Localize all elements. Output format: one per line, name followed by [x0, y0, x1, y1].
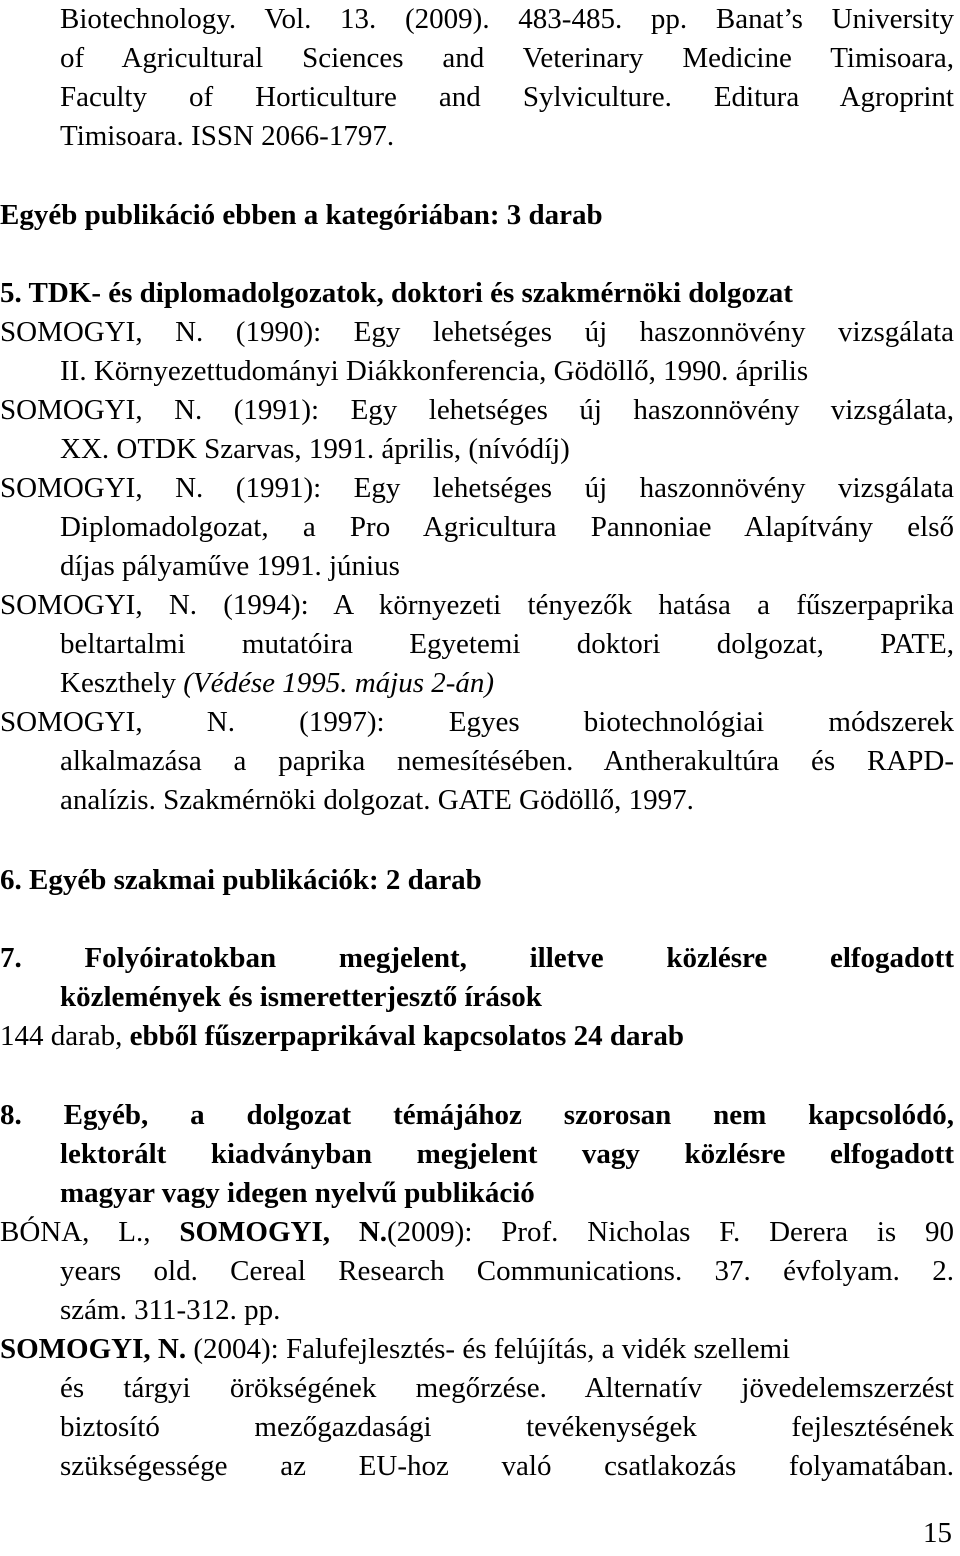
reference-continuation-line: Biotechnology. Vol. 13. (2009). 483-485. pp. Banat’s University	[60, 3, 954, 35]
reference-continuation-line: Timisoara. ISSN 2066-1797.	[60, 120, 395, 152]
publication-entry-line: alkalmazása a paprika nemesítésében. Antherakultúra és RAPD-	[60, 745, 954, 777]
publication-entry-line: II. Környezettudományi Diákkonferencia, Gödöllő, 1990. április	[60, 355, 809, 387]
section-5-heading: 5. TDK- és diplomadolgozatok, doktori és szakmérnöki dolgozat	[0, 277, 793, 309]
entry-text: (2009): Prof. Nicholas F. Derera is 90	[387, 1216, 954, 1248]
publication-entry-line: beltartalmi mutatóira Egyetemi doktori dolgozat, PATE,	[60, 628, 954, 660]
publication-entry-line: és tárgyi örökségének megőrzése. Alternatív jövedelemszerzést	[60, 1372, 954, 1404]
publication-entry-line: SOMOGYI, N. (1991): Egy lehetséges új haszonnövény vizsgálata,	[0, 394, 954, 426]
count-text: 144 darab,	[0, 1020, 130, 1052]
section-6-heading: 6. Egyéb szakmai publikációk: 2 darab	[0, 864, 482, 896]
author-name: SOMOGYI, N.	[179, 1216, 388, 1248]
other-publications-count: Egyéb publikáció ebben a kategóriában: 3 darab	[0, 199, 603, 231]
publication-entry-line: díjas pályaműve 1991. június	[60, 550, 400, 582]
entry-text: (2004): Falufejlesztés- és felújítás, a vidék szellemi	[186, 1333, 791, 1365]
section-7-heading-line: közlemények és ismeretterjesztő írások	[60, 981, 542, 1013]
publication-entry-line: SOMOGYI, N. (1994): A környezeti tényezők hatása a fűszerpaprika	[0, 589, 954, 621]
publication-entry-line: Diplomadolgozat, a Pro Agricultura Pannoniae Alapítvány első	[60, 511, 954, 543]
section-7-count	[0, 1017, 960, 1056]
publication-entry-line	[0, 664, 960, 703]
publication-entry-line: SOMOGYI, N. (1997): Egyes biotechnológiai módszerek	[0, 706, 954, 738]
coauthor: BÓNA, L.,	[0, 1216, 180, 1248]
publication-entry-line	[0, 1330, 960, 1369]
section-8-heading-line: magyar vagy idegen nyelvű publikáció	[60, 1177, 535, 1209]
section-7-heading-line: 7. Folyóiratokban megjelent, illetve közlésre elfogadott	[0, 942, 954, 974]
defense-date-note: (Védése 1995. május 2-án)	[183, 667, 495, 699]
entry-text: Keszthely	[60, 667, 184, 699]
reference-continuation-line: of Agricultural Sciences and Veterinary Medicine Timisoara,	[60, 42, 954, 74]
publication-entry-line: XX. OTDK Szarvas, 1991. április, (nívódíj)	[60, 433, 570, 465]
publication-entry-line: biztosító mezőgazdasági tevékenységek fejlesztésének	[60, 1411, 954, 1443]
publication-entry-line: SOMOGYI, N. (1990): Egy lehetséges új haszonnövény vizsgálata	[0, 316, 954, 348]
page-number: 15	[923, 1517, 952, 1549]
count-paprika: ebből fűszerpaprikával kapcsolatos 24 darab	[129, 1020, 684, 1052]
publication-entry-line: years old. Cereal Research Communications. 37. évfolyam. 2.	[60, 1255, 954, 1287]
section-8-heading-line: 8. Egyéb, a dolgozat témájához szorosan nem kapcsolódó,	[0, 1099, 954, 1131]
publication-entry-line	[0, 1213, 960, 1252]
publication-entry-line: szám. 311-312. pp.	[60, 1294, 281, 1326]
publication-entry-line: SOMOGYI, N. (1991): Egy lehetséges új haszonnövény vizsgálata	[0, 472, 954, 504]
reference-continuation-line: Faculty of Horticulture and Sylviculture. Editura Agroprint	[60, 81, 954, 113]
publication-entry-line: szükségessége az EU-hoz való csatlakozás folyamatában.	[60, 1450, 954, 1482]
author-name: SOMOGYI, N.	[0, 1333, 187, 1365]
section-8-heading-line: lektorált kiadványban megjelent vagy közlésre elfogadott	[60, 1138, 954, 1170]
publication-entry-line: analízis. Szakmérnöki dolgozat. GATE Gödöllő, 1997.	[60, 784, 694, 816]
